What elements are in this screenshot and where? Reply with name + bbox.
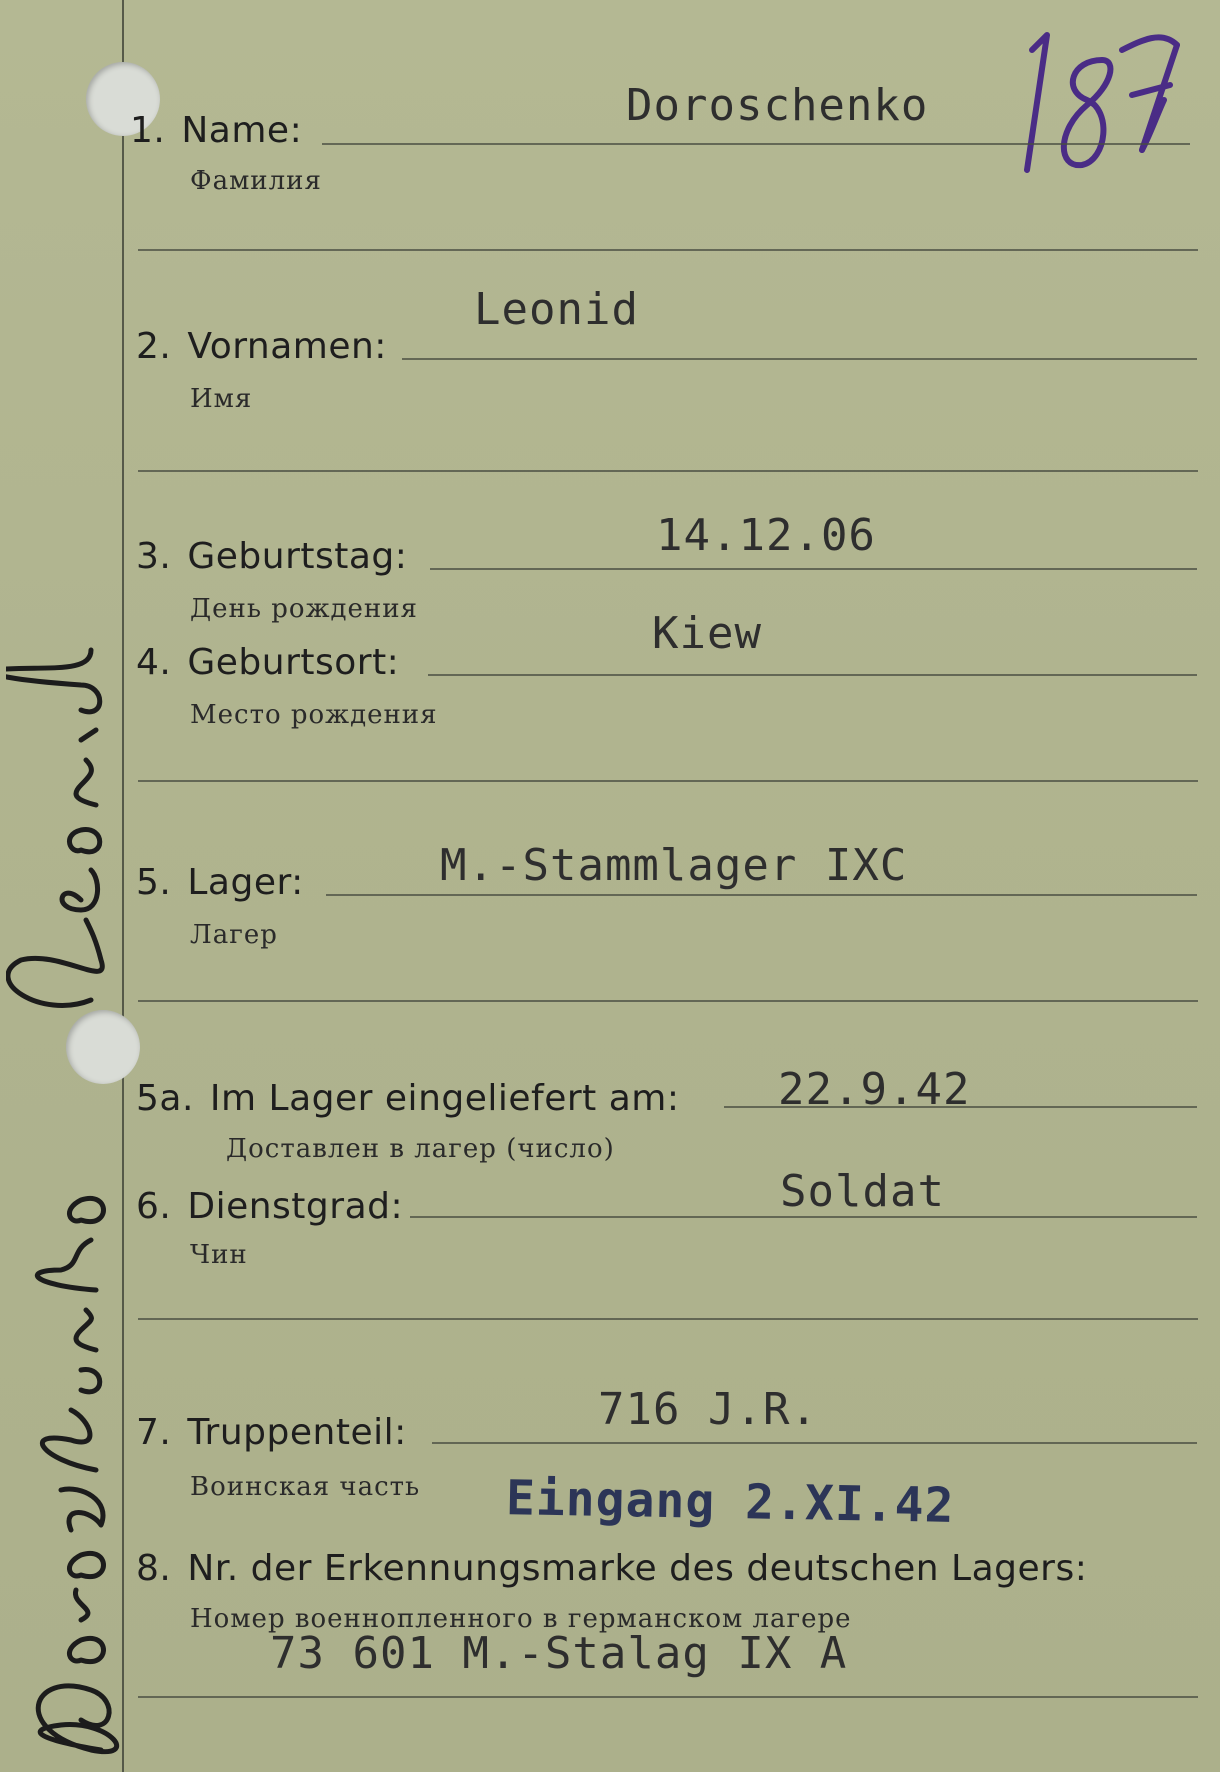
field-eingeliefert-ru: Доставлен в лагер (число): [226, 1134, 615, 1164]
divider-2: [138, 470, 1198, 472]
field-truppenteil-label: 7. Truppenteil:: [136, 1412, 407, 1453]
field-dienstgrad-ru: Чин: [190, 1240, 248, 1270]
geburtstag-value: 14.12.06: [656, 510, 876, 561]
field-lager-ru: Лагер: [190, 920, 278, 950]
truppenteil-line: [432, 1442, 1197, 1444]
name-value: Doroschenko: [626, 80, 929, 131]
field-geburtsort-ru: Место рождения: [190, 700, 438, 730]
handwritten-card-number: [992, 20, 1192, 190]
handwritten-margin-name: [6, 200, 136, 1760]
divider-1: [138, 249, 1198, 251]
field-vornamen-label: 2. Vornamen:: [136, 326, 387, 367]
divider-6: [138, 1696, 1198, 1698]
field-name-label: 1. Name:: [130, 110, 303, 151]
field-name-ru: Фамилия: [190, 166, 322, 196]
field-lager-label: 5. Lager:: [136, 862, 304, 903]
vornamen-line: [402, 358, 1197, 360]
geburtsort-line: [428, 674, 1197, 676]
received-stamp: Eingang 2.XI.42: [505, 1470, 955, 1534]
eingeliefert-value: 22.9.42: [778, 1064, 971, 1115]
field-vornamen-ru: Имя: [190, 384, 253, 414]
field-dienstgrad-label: 6. Dienstgrad:: [136, 1186, 404, 1227]
erkennungsmarke-value: 73 601 M.-Stalag IX A: [270, 1628, 848, 1679]
field-erkennungsmarke-ru: Номер военнопленного в германском лагере: [190, 1604, 852, 1634]
field-geburtsort-label: 4. Geburtsort:: [136, 642, 400, 683]
lager-value: M.-Stammlager IXC: [440, 840, 908, 891]
vornamen-value: Leonid: [474, 284, 639, 335]
dienstgrad-value: Soldat: [780, 1166, 945, 1217]
field-erkennungsmarke-label: 8. Nr. der Erkennungsmarke des deutschen Lagers:: [136, 1548, 1088, 1589]
field-geburtstag-label: 3. Geburtstag:: [136, 536, 408, 577]
field-geburtstag-ru: День рождения: [190, 594, 418, 624]
divider-4: [138, 1000, 1198, 1002]
geburtstag-line: [430, 568, 1197, 570]
name-line: [322, 143, 1190, 145]
field-eingeliefert-label: 5a. Im Lager eingeliefert am:: [136, 1078, 680, 1119]
truppenteil-value: 716 J.R.: [598, 1384, 818, 1435]
geburtsort-value: Kiew: [652, 608, 762, 659]
divider-3: [138, 780, 1198, 782]
field-truppenteil-ru: Воинская часть: [190, 1472, 421, 1502]
divider-5: [138, 1318, 1198, 1320]
lager-line: [326, 894, 1197, 896]
